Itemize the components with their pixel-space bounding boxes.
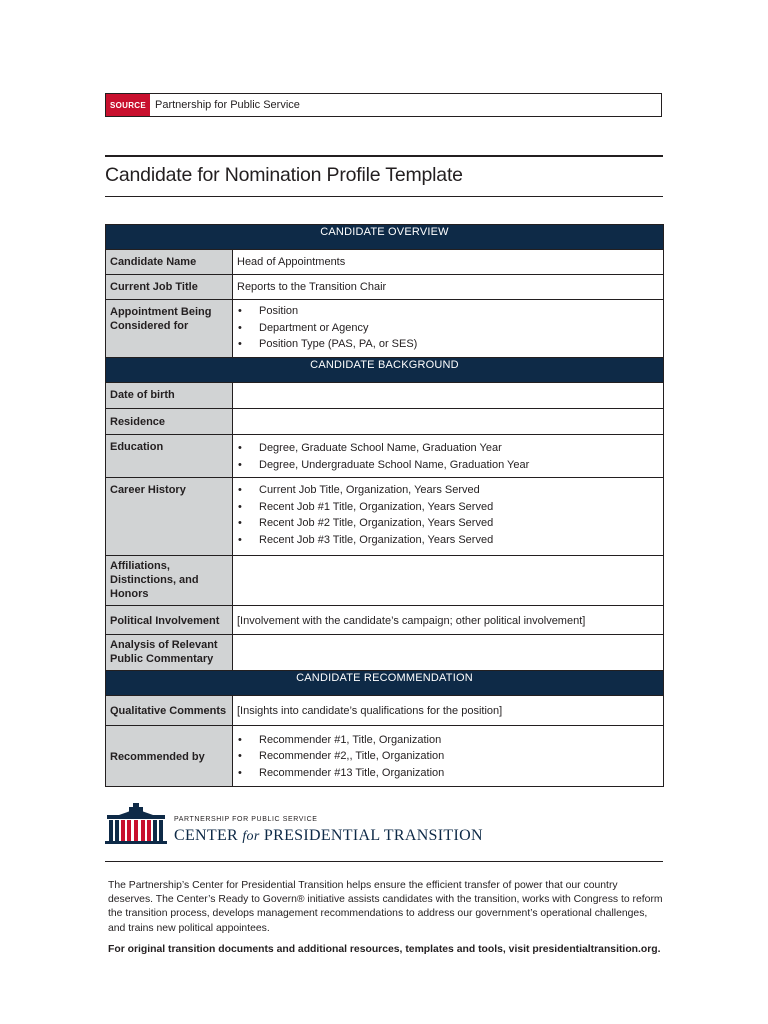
center-logo <box>105 803 665 848</box>
row-value: Head of Appointments <box>233 250 664 275</box>
row-value <box>233 635 664 671</box>
logo-partnership-text: PARTNERSHIP FOR PUBLIC SERVICE <box>174 816 318 823</box>
list-item: • Degree, Undergraduate School Name, Graduation Year <box>237 457 659 474</box>
logo-word-transition: PRESIDENTIAL TRANSITION <box>263 827 483 844</box>
list-item: • Position <box>237 303 659 320</box>
table-row <box>106 383 664 409</box>
row-label: Education <box>106 435 233 478</box>
row-label: Recommended by <box>106 726 233 787</box>
table-row <box>106 635 664 671</box>
title-rule-top <box>105 155 663 157</box>
table-row <box>106 556 664 606</box>
row-value: [Involvement with the candidate’s campaign; other political involvement] <box>233 606 664 635</box>
list-item: • Recent Job #3 Title, Organization, Years Served <box>237 532 659 549</box>
row-label: Candidate Name <box>106 250 233 275</box>
table-row <box>106 409 664 435</box>
table-row <box>106 275 664 300</box>
row-value: [Insights into candidate’s qualifications for the position] <box>233 696 664 726</box>
table-row <box>106 696 664 726</box>
row-label: Qualitative Comments <box>106 696 233 726</box>
title-rule-bottom <box>105 196 663 197</box>
list-item: • Department or Agency <box>237 320 659 337</box>
table-row <box>106 606 664 635</box>
list-item: • Position Type (PAS, PA, or SES) <box>237 336 659 353</box>
list-item: • Recent Job #2 Title, Organization, Years Served <box>237 515 659 532</box>
bullet-list <box>237 732 659 782</box>
source-tag: SOURCE <box>106 94 150 116</box>
row-label: Affiliations, Distinctions, and Honors <box>106 556 233 606</box>
footer-paragraph: The Partnership’s Center for Presidential Transition helps ensure the efficient transfer of power that our country deserves. The Center’s Ready to Govern® initiative assists candidates with the transition, works with Congress to reform the transition process, develops management recommendations to address our government’s operational challenges, and trains new political appointees. <box>108 880 663 934</box>
list-item: • Recommender #2,, Title, Organization <box>237 748 659 765</box>
row-value: Reports to the Transition Chair <box>233 275 664 300</box>
source-text: Partnership for Public Service <box>155 99 300 111</box>
list-item: • Recent Job #1 Title, Organization, Years Served <box>237 499 659 516</box>
section-header-overview <box>106 225 664 250</box>
section-title: CANDIDATE RECOMMENDATION <box>106 671 664 696</box>
logo-word-for: for <box>242 829 260 844</box>
white-house-icon <box>105 803 167 845</box>
bullet-list <box>237 303 659 353</box>
row-value <box>233 478 664 556</box>
row-label: Current Job Title <box>106 275 233 300</box>
table-row <box>106 726 664 787</box>
row-label: Analysis of Relevant Public Commentary <box>106 635 233 671</box>
logo-center-text <box>174 827 483 845</box>
bullet-list <box>237 482 659 548</box>
list-item: • Degree, Graduate School Name, Graduation Year <box>237 440 659 457</box>
section-header-background <box>106 358 664 383</box>
row-value <box>233 556 664 606</box>
row-label: Political Involvement <box>106 606 233 635</box>
row-value <box>233 300 664 358</box>
source-box <box>105 93 662 117</box>
table-row <box>106 478 664 556</box>
list-item: • Recommender #13 Title, Organization <box>237 765 659 782</box>
list-item: • Current Job Title, Organization, Years Served <box>237 482 659 499</box>
row-value <box>233 383 664 409</box>
table-row <box>106 435 664 478</box>
section-title: CANDIDATE BACKGROUND <box>106 358 664 383</box>
bullet-list <box>237 440 659 473</box>
footer-resources-line: For original transition documents and additional resources, templates and tools, visit presidentialtransition.org. <box>108 944 661 955</box>
footer-rule <box>105 861 663 862</box>
row-label: Residence <box>106 409 233 435</box>
section-title: CANDIDATE OVERVIEW <box>106 225 664 250</box>
row-label: Date of birth <box>106 383 233 409</box>
row-value <box>233 435 664 478</box>
row-value <box>233 409 664 435</box>
logo-word-center: CENTER <box>174 827 239 844</box>
page-title: Candidate for Nomination Profile Template <box>105 164 463 186</box>
table-row <box>106 300 664 358</box>
list-item: • Recommender #1, Title, Organization <box>237 732 659 749</box>
row-value <box>233 726 664 787</box>
row-label: Career History <box>106 478 233 556</box>
profile-table <box>105 224 664 787</box>
table-row <box>106 250 664 275</box>
row-label: Appointment Being Considered for <box>106 300 233 358</box>
section-header-recommendation <box>106 671 664 696</box>
